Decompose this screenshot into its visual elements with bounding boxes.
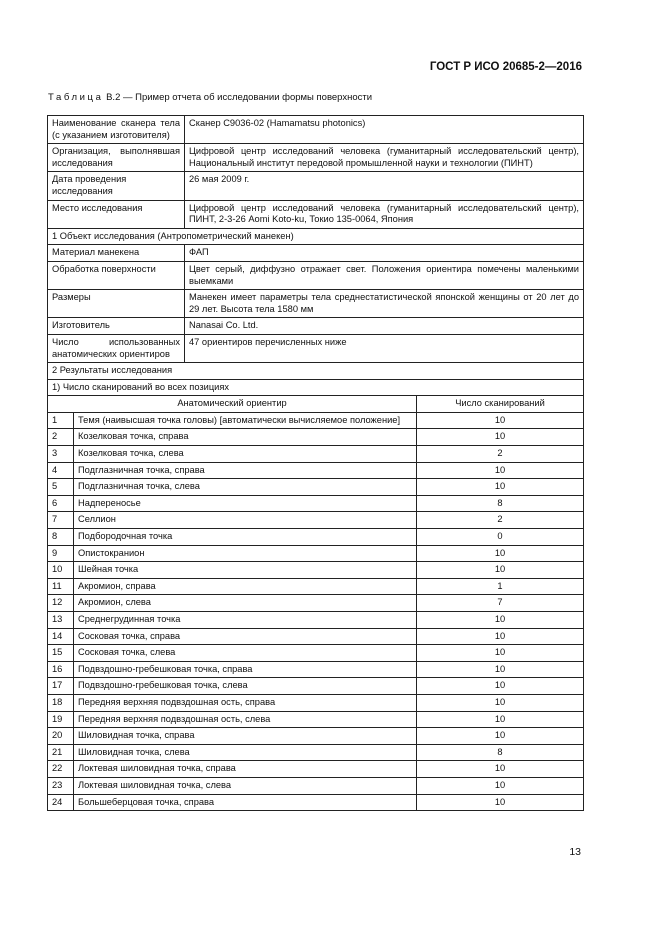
scan-count: 10	[417, 612, 584, 629]
landmark-row	[48, 595, 584, 612]
landmark-number: 22	[48, 761, 74, 778]
landmark-name: Шейная точка	[74, 562, 417, 579]
landmark-number: 4	[48, 462, 74, 479]
landmark-name: Шиловидная точка, справа	[74, 728, 417, 745]
landmark-name: Сосковая точка, справа	[74, 628, 417, 645]
landmark-number: 21	[48, 744, 74, 761]
landmark-row	[48, 761, 584, 778]
landmark-name: Локтевая шиловидная точка, справа	[74, 761, 417, 778]
landmark-name: Передняя верхняя подвздошная ость, справа	[74, 694, 417, 711]
section-row	[48, 379, 584, 396]
landmark-row	[48, 512, 584, 529]
scan-count: 7	[417, 595, 584, 612]
landmark-name: Надпереносье	[74, 495, 417, 512]
caption-text: — Пример отчета об исследовании формы поверхности	[123, 92, 373, 103]
scan-count: 10	[417, 694, 584, 711]
scan-count: 1	[417, 578, 584, 595]
info-row	[48, 144, 584, 172]
scan-count: 10	[417, 479, 584, 496]
scan-count: 10	[417, 661, 584, 678]
landmark-name: Локтевая шиловидная точка, слева	[74, 777, 417, 794]
landmark-row	[48, 744, 584, 761]
landmark-name: Опистокранион	[74, 545, 417, 562]
scan-count: 10	[417, 728, 584, 745]
caption-label: Таблица	[48, 92, 104, 103]
object-value: 47 ориентиров перечисленных ниже	[185, 334, 584, 362]
landmark-row	[48, 645, 584, 662]
scan-count: 10	[417, 545, 584, 562]
landmark-row	[48, 661, 584, 678]
landmark-name: Среднегрудинная точка	[74, 612, 417, 629]
landmark-name: Подвздошно-гребешковая точка, слева	[74, 678, 417, 695]
scan-count: 8	[417, 495, 584, 512]
scan-count: 2	[417, 512, 584, 529]
column-header-landmark: Анатомический ориентир	[48, 396, 417, 413]
landmark-row	[48, 728, 584, 745]
object-value: Манекен имеет параметры тела среднестатистической японской женщины от 20 лет до 29 лет. Высота тела 1580 мм	[185, 290, 584, 318]
landmark-row	[48, 545, 584, 562]
landmark-row	[48, 429, 584, 446]
report-table	[47, 115, 584, 811]
info-value: Сканер C9036-02 (Hamamatsu photonics)	[185, 116, 584, 144]
landmark-name: Козелковая точка, слева	[74, 446, 417, 463]
info-row	[48, 200, 584, 228]
landmark-row	[48, 578, 584, 595]
scan-count: 10	[417, 711, 584, 728]
section-row	[48, 363, 584, 380]
scan-count: 10	[417, 777, 584, 794]
landmark-row	[48, 628, 584, 645]
landmark-row	[48, 777, 584, 794]
landmark-name: Акромион, слева	[74, 595, 417, 612]
section-row	[48, 228, 584, 245]
landmark-name: Подглазничная точка, слева	[74, 479, 417, 496]
info-label: Дата проведения исследования	[48, 172, 185, 200]
caption-number: В.2	[106, 92, 121, 103]
scan-count: 10	[417, 412, 584, 429]
landmark-number: 1	[48, 412, 74, 429]
landmark-number: 19	[48, 711, 74, 728]
landmark-row	[48, 678, 584, 695]
landmark-name: Акромион, справа	[74, 578, 417, 595]
object-value: Nanasai Co. Ltd.	[185, 318, 584, 335]
landmark-number: 12	[48, 595, 74, 612]
landmark-number: 16	[48, 661, 74, 678]
landmark-row	[48, 694, 584, 711]
info-label: Место исследования	[48, 200, 185, 228]
landmark-number: 14	[48, 628, 74, 645]
landmark-name: Сосковая точка, слева	[74, 645, 417, 662]
landmark-number: 13	[48, 612, 74, 629]
landmark-number: 10	[48, 562, 74, 579]
scan-count: 2	[417, 446, 584, 463]
table-caption	[48, 92, 372, 103]
document-code: ГОСТ Р ИСО 20685-2—2016	[429, 61, 582, 73]
info-row	[48, 116, 584, 144]
landmark-number: 15	[48, 645, 74, 662]
scan-count: 8	[417, 744, 584, 761]
landmark-number: 11	[48, 578, 74, 595]
object-row	[48, 261, 584, 289]
landmark-number: 23	[48, 777, 74, 794]
scan-count: 10	[417, 462, 584, 479]
scan-count: 10	[417, 429, 584, 446]
section-title: 2 Результаты исследования	[48, 363, 584, 380]
column-header-row	[48, 396, 584, 413]
landmark-name: Подглазничная точка, справа	[74, 462, 417, 479]
landmark-name: Шиловидная точка, слева	[74, 744, 417, 761]
landmark-number: 3	[48, 446, 74, 463]
landmark-number: 9	[48, 545, 74, 562]
info-label: Наименование сканера тела (с указанием изготовителя)	[48, 116, 185, 144]
object-label: Изготовитель	[48, 318, 185, 335]
landmark-number: 8	[48, 529, 74, 546]
object-label: Число использованных анатомических ориентиров	[48, 334, 185, 362]
object-row	[48, 334, 584, 362]
landmark-row	[48, 711, 584, 728]
object-value: ФАП	[185, 245, 584, 262]
object-label: Материал манекена	[48, 245, 185, 262]
info-value: 26 мая 2009 г.	[185, 172, 584, 200]
info-label: Организация, выполнявшая исследования	[48, 144, 185, 172]
scan-count: 10	[417, 562, 584, 579]
scan-count: 10	[417, 645, 584, 662]
landmark-row	[48, 446, 584, 463]
section-subtitle: 1) Число сканирований во всех позициях	[48, 379, 584, 396]
landmark-row	[48, 794, 584, 811]
landmark-row	[48, 529, 584, 546]
object-label: Размеры	[48, 290, 185, 318]
section-title: 1 Объект исследования (Антропометрический манекен)	[48, 228, 584, 245]
object-row	[48, 245, 584, 262]
landmark-row	[48, 612, 584, 629]
object-row	[48, 290, 584, 318]
object-value: Цвет серый, диффузно отражает свет. Положения ориентира помечены маленькими выемками	[185, 261, 584, 289]
scan-count: 10	[417, 761, 584, 778]
object-label: Обработка поверхности	[48, 261, 185, 289]
scan-count: 10	[417, 678, 584, 695]
landmark-row	[48, 462, 584, 479]
landmark-name: Подбородочная точка	[74, 529, 417, 546]
landmark-name: Козелковая точка, справа	[74, 429, 417, 446]
column-header-count: Число сканирований	[417, 396, 584, 413]
scan-count: 10	[417, 794, 584, 811]
landmark-number: 17	[48, 678, 74, 695]
landmark-number: 6	[48, 495, 74, 512]
landmark-name: Селлион	[74, 512, 417, 529]
info-value: Цифровой центр исследований человека (гуманитарный исследовательский центр), Национальный институт передовой промышленной науки и технологии (ПИНТ)	[185, 144, 584, 172]
page-number: 13	[569, 846, 581, 858]
scan-count: 10	[417, 628, 584, 645]
landmark-number: 18	[48, 694, 74, 711]
info-value: Цифровой центр исследований человека (гуманитарный исследовательский центр), ПИНТ, 2-3-26 Aomi Koto-ku, Токио 135-0064, Япония	[185, 200, 584, 228]
landmark-number: 20	[48, 728, 74, 745]
landmark-row	[48, 495, 584, 512]
landmark-number: 5	[48, 479, 74, 496]
landmark-row	[48, 562, 584, 579]
landmark-number: 24	[48, 794, 74, 811]
landmark-name: Подвздошно-гребешковая точка, справа	[74, 661, 417, 678]
landmark-name: Передняя верхняя подвздошная ость, слева	[74, 711, 417, 728]
landmark-name: Большеберцовая точка, справа	[74, 794, 417, 811]
info-row	[48, 172, 584, 200]
landmark-number: 2	[48, 429, 74, 446]
landmark-name: Темя (наивысшая точка головы) [автоматически вычисляемое положение]	[74, 412, 417, 429]
landmark-row	[48, 479, 584, 496]
scan-count: 0	[417, 529, 584, 546]
object-row	[48, 318, 584, 335]
landmark-row	[48, 412, 584, 429]
landmark-number: 7	[48, 512, 74, 529]
